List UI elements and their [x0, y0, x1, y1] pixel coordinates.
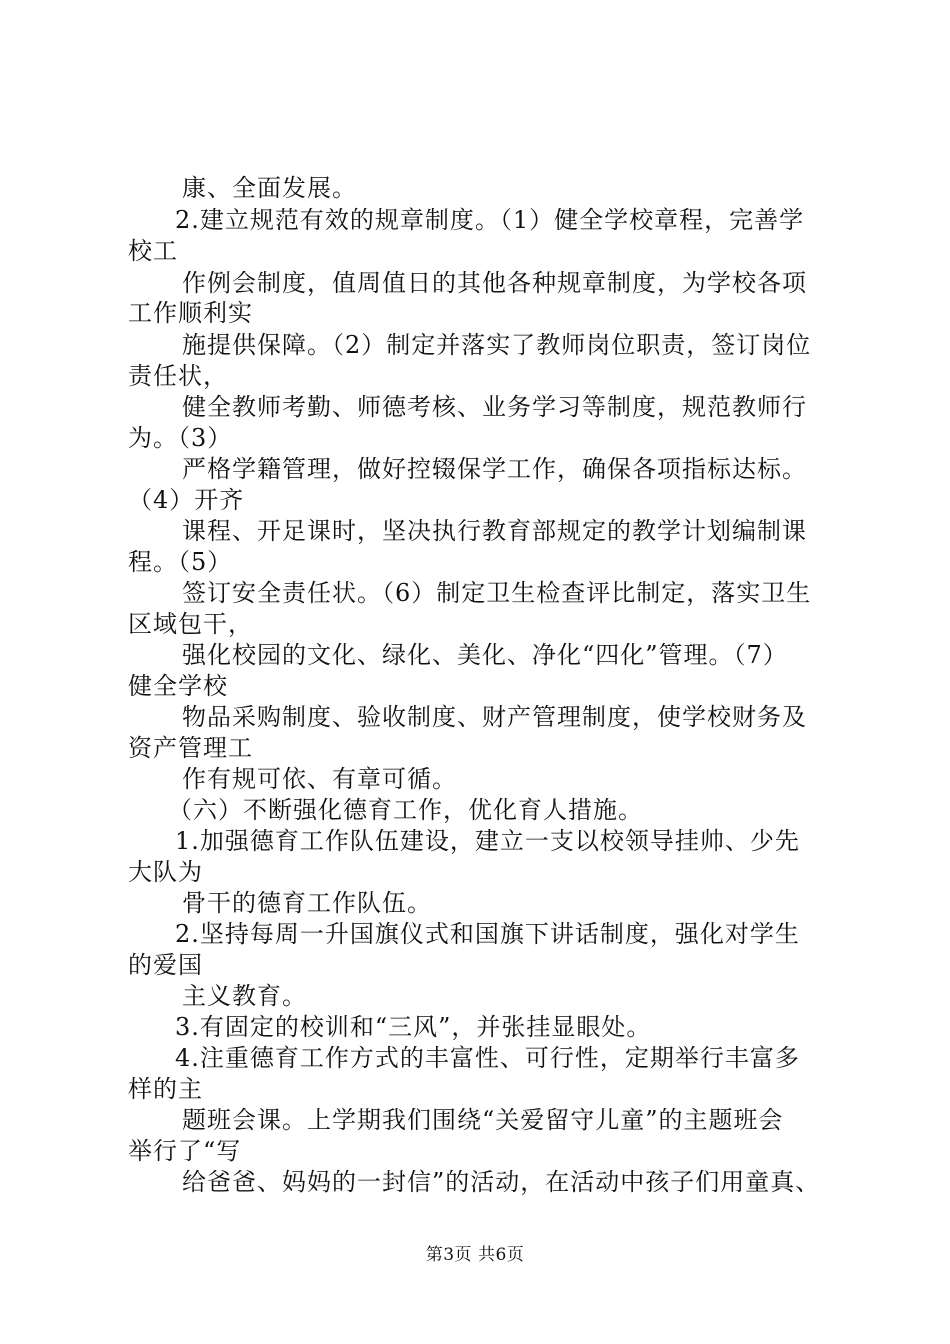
- text-line: 为。（3）: [128, 424, 233, 452]
- text-line: 4.注重德育工作方式的丰富性、可行性，定期举行丰富多: [175, 1044, 800, 1072]
- text-line: 强化校园的文化、绿化、美化、净化“四化”管理。（7）: [182, 641, 788, 669]
- text-line: 大队为: [128, 858, 203, 886]
- text-line: 题班会课。上学期我们围绕“关爱留守儿童”的主题班会: [182, 1106, 784, 1134]
- text-line: 资产管理工: [128, 734, 253, 762]
- text-line: 作例会制度，值周值日的其他各种规章制度，为学校各项: [182, 269, 807, 297]
- text-line: （4）开齐: [128, 486, 245, 514]
- text-line: 区域包干，: [128, 610, 253, 638]
- text-line: 2.坚持每周一升国旗仪式和国旗下讲话制度，强化对学生: [175, 920, 800, 948]
- text-line: 责任状，: [128, 362, 228, 390]
- text-line: 严格学籍管理，做好控辍保学工作，确保各项指标达标。: [182, 455, 807, 483]
- text-line: 签订安全责任状。（6）制定卫生检查评比制定，落实卫生: [182, 579, 812, 607]
- text-line: 给爸爸、妈妈的一封信”的活动，在活动中孩子们用童真、: [182, 1168, 821, 1196]
- text-line: 校工: [128, 237, 178, 265]
- page-number-footer: 第3页 共6页: [425, 1245, 525, 1265]
- text-line: 课程、开足课时，坚决执行教育部规定的教学计划编制课: [182, 517, 807, 545]
- text-line: 2.建立规范有效的规章制度。（1）健全学校章程，完善学: [175, 206, 805, 234]
- text-line: 健全教师考勤、师德考核、业务学习等制度，规范教师行: [182, 393, 807, 421]
- text-line: 程。（5）: [128, 548, 233, 576]
- text-line: 骨干的德育工作队伍。: [182, 889, 432, 917]
- text-line: 健全学校: [128, 672, 228, 700]
- text-line: 3.有固定的校训和“三风”，并张挂显眼处。: [175, 1013, 652, 1041]
- text-line: 的爱国: [128, 951, 203, 979]
- text-line: 主义教育。: [182, 982, 307, 1010]
- text-line: 物品采购制度、验收制度、财产管理制度，使学校财务及: [182, 703, 807, 731]
- text-line: 康、全面发展。: [182, 174, 357, 202]
- text-line: 工作顺利实: [128, 299, 253, 327]
- text-line: 1.加强德育工作队伍建设，建立一支以校领导挂帅、少先: [175, 827, 800, 855]
- text-line: 施提供保障。（2）制定并落实了教师岗位职责，签订岗位: [182, 331, 812, 359]
- text-line: 作有规可依、有章可循。: [182, 765, 457, 793]
- text-line: 举行了“写: [128, 1137, 242, 1165]
- section-heading: （六）不断强化德育工作，优化育人措施。: [168, 796, 643, 824]
- text-line: 样的主: [128, 1075, 203, 1103]
